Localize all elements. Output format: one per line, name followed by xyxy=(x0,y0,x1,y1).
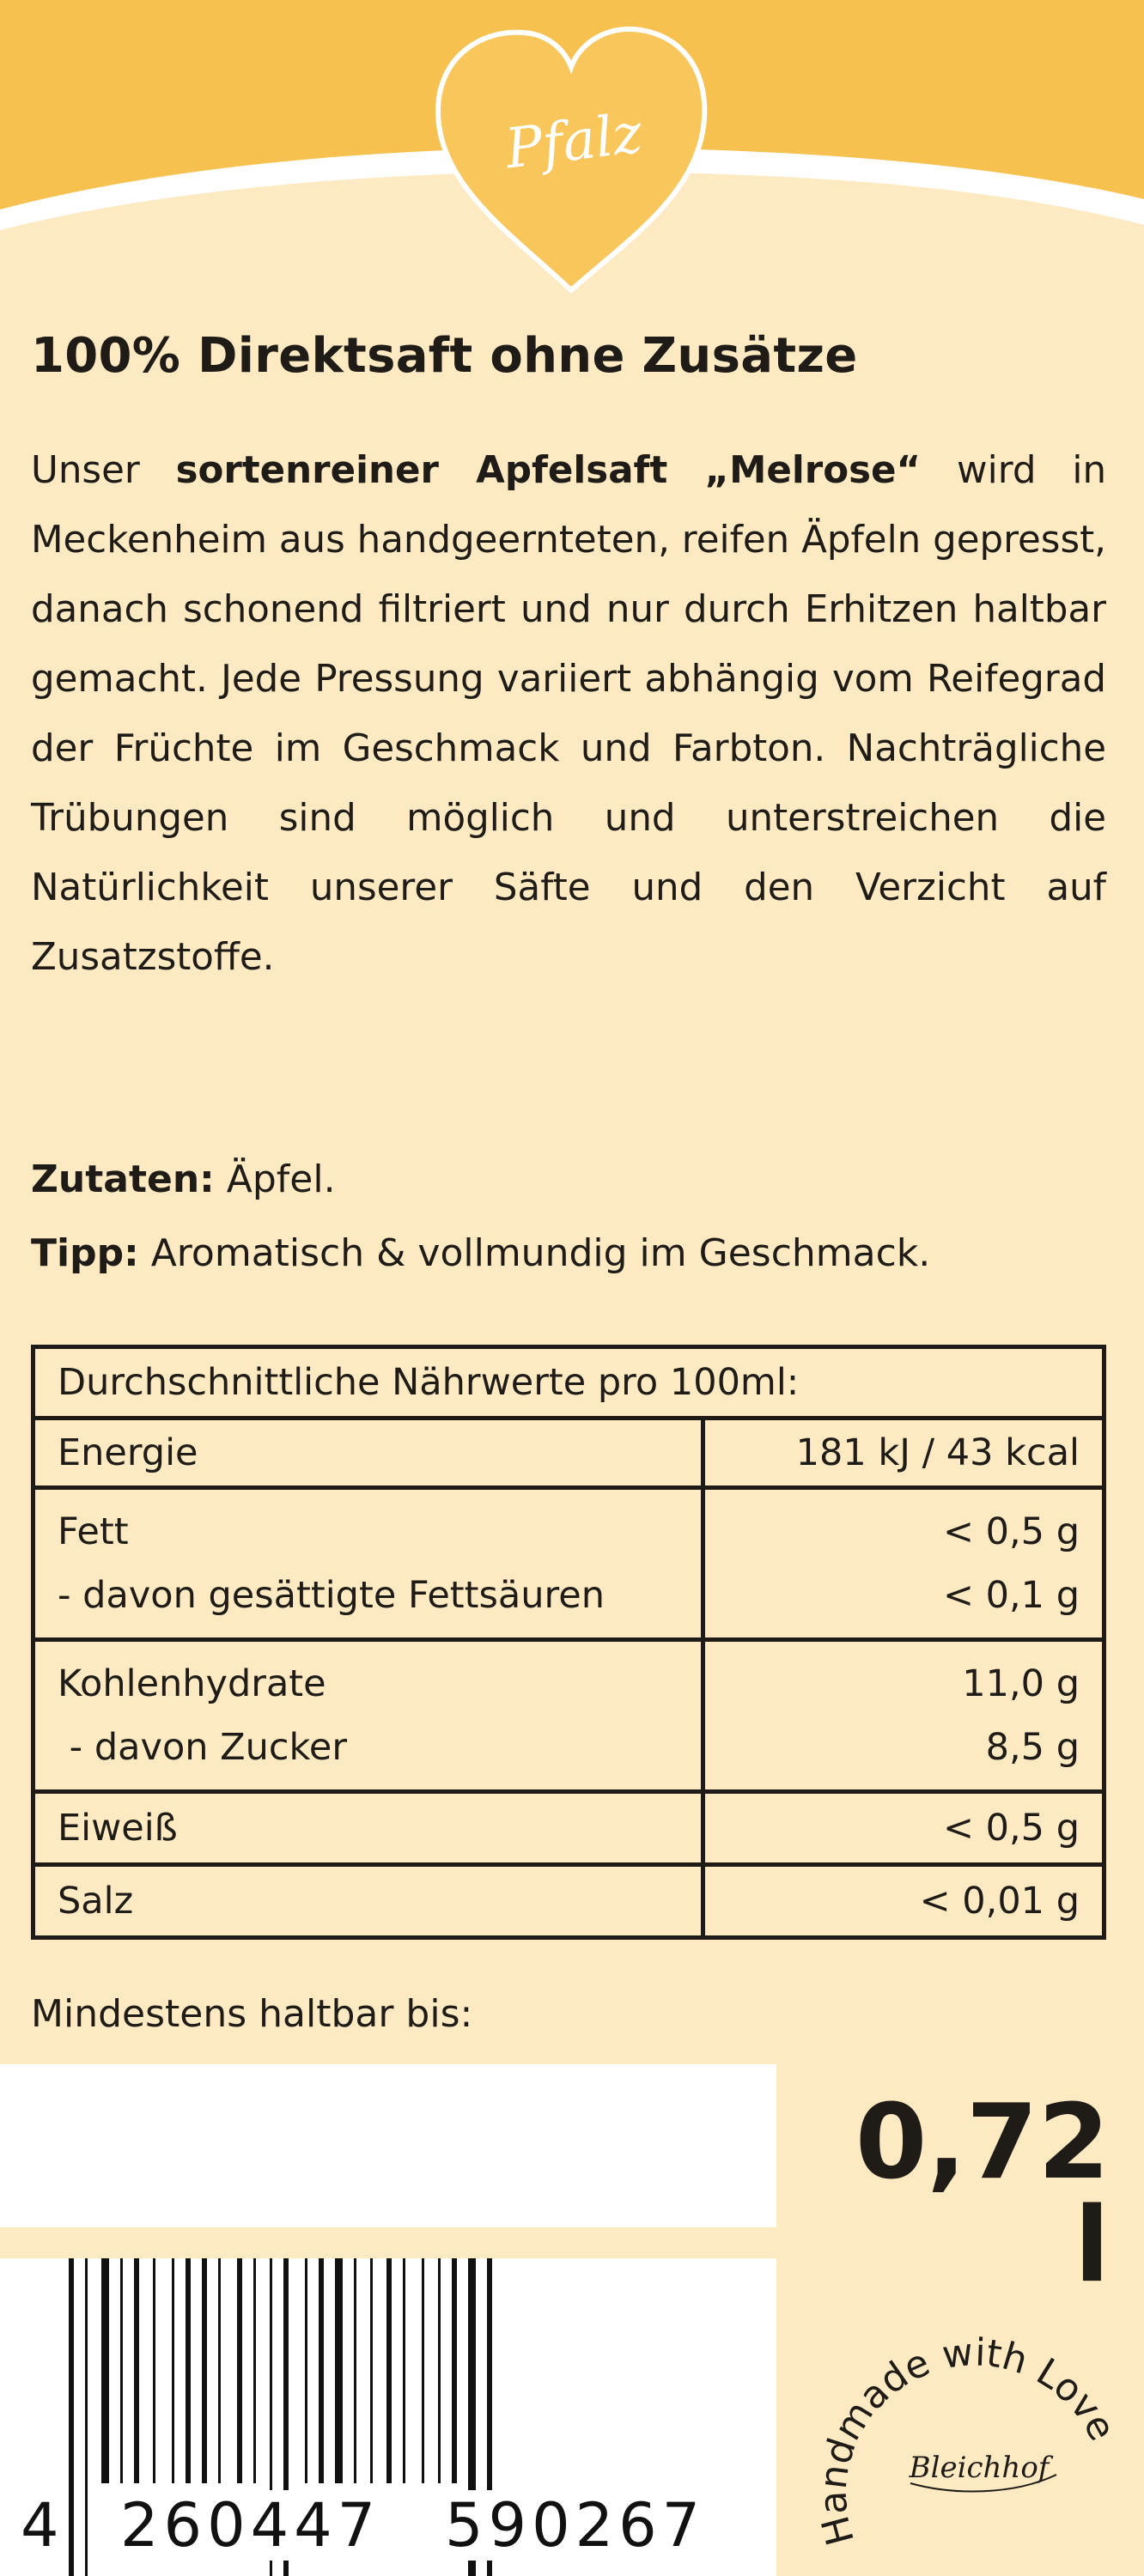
barcode-bar xyxy=(253,2258,256,2483)
nutrient-value: < 0,01 g xyxy=(703,1865,1104,1938)
barcode-bar xyxy=(403,2258,405,2483)
nutrient-label: Fett xyxy=(58,1510,129,1553)
tip-label: Tipp: xyxy=(31,1231,139,1275)
badge-text: Pfalz xyxy=(502,101,646,182)
barcode-bar xyxy=(172,2258,174,2483)
ingredients-label: Zutaten: xyxy=(31,1157,215,1201)
tip-value: Aromatisch & vollmundig im Geschmack. xyxy=(150,1231,931,1275)
product-description xyxy=(31,436,1106,993)
table-row xyxy=(33,1488,1104,1640)
barcode-bar xyxy=(218,2258,221,2483)
table-row xyxy=(33,1792,1104,1865)
barcode-bar xyxy=(85,2258,88,2576)
barcode-bar xyxy=(452,2258,457,2483)
nutrient-label: Energie xyxy=(33,1419,703,1488)
nutrition-table xyxy=(31,1345,1106,1940)
barcode-bar xyxy=(422,2258,424,2483)
barcode-bar xyxy=(335,2258,343,2483)
nutrient-label: Kohlenhydrate xyxy=(58,1662,326,1705)
stamp-arc-text: Handmade with Love xyxy=(811,2330,1124,2550)
barcode-bar xyxy=(305,2258,307,2483)
description-body: wird in Meckenheim aus handgeernteten, reifen Äpfeln gepresst, danach schonend filtriert und nur durch Erhitzen haltbar gemacht. Jede Pressung variiert abhängig vom Reifegrad der Früchte im Geschmack und Farbton. Nachträgliche Trübungen sind möglich und unterstreichen die Natürlichkeit unserer Säfte und den Verzicht auf Zusatzstoffe. xyxy=(31,449,1107,979)
table-row xyxy=(33,1865,1104,1938)
barcode-right-digits: 590267 xyxy=(445,2490,706,2561)
barcode-bar xyxy=(153,2258,155,2483)
barcode-bar xyxy=(134,2258,139,2483)
handmade-stamp xyxy=(807,2293,1144,2576)
barcode-bar xyxy=(186,2258,191,2483)
nutrient-sub-label: - davon gesättigte Fettsäuren xyxy=(58,1574,605,1617)
nutrition-header: Durchschnittliche Nährwerte pro 100ml: xyxy=(33,1347,1104,1419)
table-row xyxy=(33,1640,1104,1792)
table-row xyxy=(33,1419,1104,1488)
barcode-bar xyxy=(101,2258,109,2483)
nutrient-value: < 0,5 g xyxy=(703,1792,1104,1865)
nutrient-value: 181 kJ / 43 kcal xyxy=(703,1419,1104,1488)
volume: 0,72 l xyxy=(855,2083,1110,2306)
ingredients-value: Äpfel. xyxy=(226,1157,336,1201)
barcode-bar xyxy=(69,2258,74,2576)
svg-text:Handmade with Love xyxy=(812,2330,1124,2550)
barcode-bar xyxy=(202,2258,207,2483)
nutrient-value: 11,0 g xyxy=(962,1662,1080,1705)
nutrient-label: Eiweiß xyxy=(33,1792,703,1865)
barcode-bar xyxy=(386,2258,392,2483)
barcode-bar xyxy=(370,2258,373,2483)
barcode-bar xyxy=(354,2258,356,2483)
nutrient-label: Salz xyxy=(33,1865,703,1938)
signature-logo: Bleichhof xyxy=(909,2451,1050,2485)
nutrient-sub-label: - davon Zucker xyxy=(58,1726,348,1769)
barcode-bar xyxy=(120,2258,123,2483)
barcode-bar xyxy=(237,2258,242,2483)
tip-line xyxy=(31,1231,930,1275)
nutrient-value: < 0,5 g xyxy=(942,1510,1080,1553)
description-intro: Unser xyxy=(31,449,140,492)
ingredients-line xyxy=(31,1157,336,1201)
nutrient-sub-value: 8,5 g xyxy=(985,1726,1080,1769)
barcode-first-digit: 4 xyxy=(21,2490,59,2561)
barcode-bar xyxy=(319,2258,324,2483)
description-variety: sortenreiner Apfelsaft „Melrose“ xyxy=(175,449,922,492)
nutrient-sub-value: < 0,1 g xyxy=(942,1574,1080,1617)
best-before-label: Mindestens haltbar bis: xyxy=(31,1992,473,2036)
best-before-field xyxy=(0,2064,776,2227)
headline: 100% Direktsaft ohne Zusätze xyxy=(31,328,858,384)
barcode-bar xyxy=(438,2258,441,2483)
barcode-left-digits: 260447 xyxy=(120,2490,381,2561)
